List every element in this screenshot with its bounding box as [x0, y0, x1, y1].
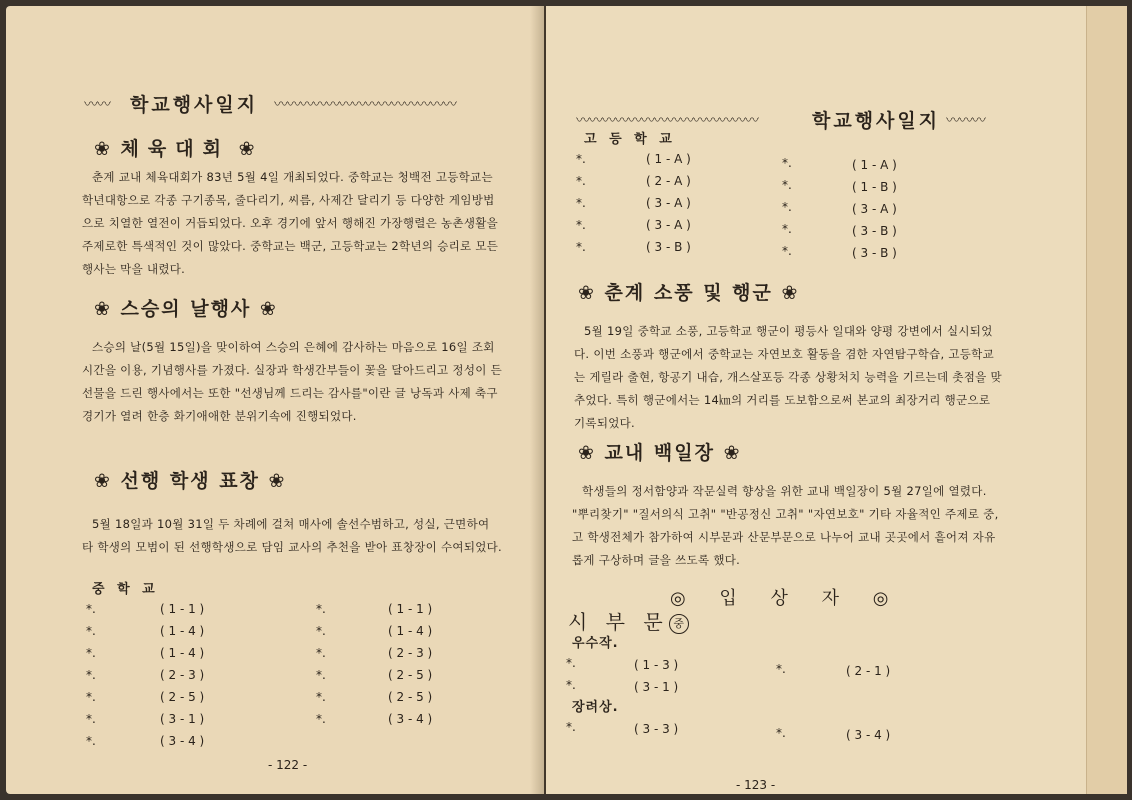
class-code: ( 2 - 1 ) [846, 664, 891, 678]
wave-ornament: 〰〰〰 [946, 113, 985, 129]
paragraph: 5월 19일 중학교 소풍, 고등학교 행군이 평등사 일대와 양평 강변에서 실시되었다. 이번 소풍과 행군에서 중학교는 자연보호 활동을 겸한 자연탐구학습, 고등학교는 게릴라 출현, 항공기 내습, 개스살포등 각종 상황처치 능력을 기르는데 촛점을 맞추었다. 특히 행군에서는 14㎞의 거리를 도보함으로써 본교의 최장거리 행군으로 기록되었다. [574, 324, 1002, 430]
flower-icon: ❀ [94, 138, 112, 160]
section-title [94, 134, 257, 161]
list-item: *. [316, 668, 326, 682]
paragraph: 학생들의 정서함양과 작문실력 향상을 위한 교내 백일장이 5월 27일에 열렸다. "뿌리찾기" "질서의식 고취" "반공정신 고취" "자연보호" 기타 자율적인 주제로 중, 고 학생전체가 참가하여 시부문과 산문부문으로 나누어 교내 곳곳에서 흩어져 자유롭게 구상하며 글을 쓰도록 했다. [572, 484, 999, 567]
section-title [94, 466, 286, 493]
list-item: *. [86, 734, 96, 748]
section-title [578, 278, 799, 305]
school-label: 중 학 교 [92, 582, 159, 597]
class-code: ( 3 - 3 ) [634, 722, 679, 736]
class-code: ( 3 - B ) [852, 224, 897, 238]
award-label: 장려상. [572, 700, 619, 715]
class-code: ( 3 - 1 ) [160, 712, 205, 726]
flower-icon: ❀ [781, 282, 800, 304]
class-code: ( 3 - A ) [852, 202, 897, 216]
class-code: ( 1 - 1 ) [388, 602, 433, 616]
wave-ornament: 〰〰〰〰〰〰〰〰〰〰〰〰〰〰 [274, 97, 456, 113]
list-item: *. [782, 244, 792, 258]
flower-icon: ❀ [94, 470, 112, 492]
class-code: ( 2 - 5 ) [388, 668, 433, 682]
section-title-text: 스승의 날행사 [120, 298, 252, 320]
list-item: *. [576, 152, 586, 166]
class-code: ( 1 - 4 ) [160, 624, 205, 638]
list-item: *. [316, 602, 326, 616]
section-title-text: 선행 학생 표창 [120, 470, 260, 492]
paragraph: 춘계 교내 체육대회가 83년 5월 4일 개최되었다. 중학교는 청백전 고등학교는 학년대항으로 각종 구기종목, 줄다리기, 씨름, 사제간 달리기 등 다양한 게임방법으로 치열한 열전이 거듭되었다. 오후 경기에 앞서 행해진 가장행렬은 농촌생활을 주제로한 특색적인 것이 많았다. 중학교는 백군, 고등학교는 2학년의 승리로 모든 행사는 막을 내렸다. [82, 170, 499, 276]
class-code: ( 1 - 4 ) [160, 646, 205, 660]
section-title [94, 294, 278, 321]
flower-icon: ❀ [578, 282, 596, 304]
list-item: *. [316, 624, 326, 638]
list-item: *. [782, 222, 792, 236]
list-item: *. [782, 156, 792, 170]
wave-ornament: 〰〰〰〰〰〰〰〰〰〰〰〰〰〰 [576, 113, 758, 129]
running-head: 학교행사일지 [812, 110, 941, 132]
list-item: *. [316, 712, 326, 726]
section-title [578, 438, 741, 465]
section-title-text: 체육대회 [120, 138, 230, 160]
flower-icon: ❀ [259, 298, 278, 320]
list-item: *. [566, 656, 576, 670]
section-title-text: 춘계 소풍 및 행군 [604, 282, 773, 304]
running-head: 학교행사일지 [130, 94, 259, 116]
flower-icon: ❀ [238, 138, 257, 160]
class-code: ( 1 - B ) [852, 180, 897, 194]
list-item: *. [776, 662, 786, 676]
list-item: *. [776, 726, 786, 740]
list-item: *. [576, 174, 586, 188]
page-number: - 122 - [268, 758, 308, 772]
division-text: 시 부 문 [568, 610, 669, 634]
class-code: ( 1 - A ) [852, 158, 897, 172]
division-label [568, 606, 689, 635]
class-code: ( 3 - A ) [646, 218, 691, 232]
list-item: *. [576, 218, 586, 232]
list-item: *. [782, 178, 792, 192]
award-label: 우수작. [572, 636, 619, 651]
class-code: ( 1 - 1 ) [160, 602, 205, 616]
class-code: ( 2 - 5 ) [160, 690, 205, 704]
list-item: *. [86, 646, 96, 660]
class-code: ( 1 - 3 ) [634, 658, 679, 672]
flower-icon: ❀ [268, 470, 287, 492]
list-item: *. [782, 200, 792, 214]
class-code: ( 2 - A ) [646, 174, 691, 188]
right-page [546, 6, 1086, 794]
list-item: *. [86, 624, 96, 638]
class-code: ( 1 - 4 ) [388, 624, 433, 638]
list-item: *. [86, 690, 96, 704]
page-edge [1086, 6, 1127, 794]
class-code: ( 3 - B ) [852, 246, 897, 260]
list-item: *. [576, 196, 586, 210]
class-code: ( 3 - B ) [646, 240, 691, 254]
winners-heading: ◎ 입 상 자 ◎ [670, 588, 903, 609]
class-code: ( 2 - 3 ) [388, 646, 433, 660]
list-item: *. [316, 646, 326, 660]
flower-icon: ❀ [723, 442, 742, 464]
list-item: *. [576, 240, 586, 254]
list-item: *. [86, 602, 96, 616]
division-badge: 중 [669, 614, 689, 634]
flower-icon: ❀ [94, 298, 112, 320]
class-code: ( 2 - 5 ) [388, 690, 433, 704]
left-page [6, 6, 544, 794]
class-code: ( 3 - 4 ) [160, 734, 205, 748]
class-code: ( 3 - A ) [646, 196, 691, 210]
list-item: *. [566, 678, 576, 692]
page-number: - 123 - [736, 778, 776, 792]
class-code: ( 3 - 4 ) [388, 712, 433, 726]
section-title-text: 교내 백일장 [604, 442, 715, 464]
list-item: *. [86, 712, 96, 726]
list-item: *. [316, 690, 326, 704]
flower-icon: ❀ [578, 442, 596, 464]
list-item: *. [86, 668, 96, 682]
paragraph: 5월 18일과 10월 31일 두 차례에 걸쳐 매사에 솔선수범하고, 성실, 근면하여 타 학생의 모범이 된 선행학생으로 담임 교사의 추천을 받아 표창장이 수여되었다. [82, 517, 503, 554]
class-code: ( 3 - 1 ) [634, 680, 679, 694]
wave-ornament: 〰〰 [84, 97, 110, 113]
class-code: ( 1 - A ) [646, 152, 691, 166]
class-code: ( 2 - 3 ) [160, 668, 205, 682]
list-item: *. [566, 720, 576, 734]
paragraph: 스승의 날(5월 15일)을 맞이하여 스승의 은혜에 감사하는 마음으로 16일 조회시간을 이용, 기념행사를 가졌다. 실장과 학생간부들이 꽃을 달아드리고 정성이 든 선물을 드린 행사에서는 또한 "선생님께 드리는 감사를"이란 글 낭독과 사제 축구경기가 열려 한층 화기애애한 분위기속에 진행되었다. [82, 340, 503, 423]
class-code: ( 3 - 4 ) [846, 728, 891, 742]
school-label: 고 등 학 교 [584, 132, 676, 147]
